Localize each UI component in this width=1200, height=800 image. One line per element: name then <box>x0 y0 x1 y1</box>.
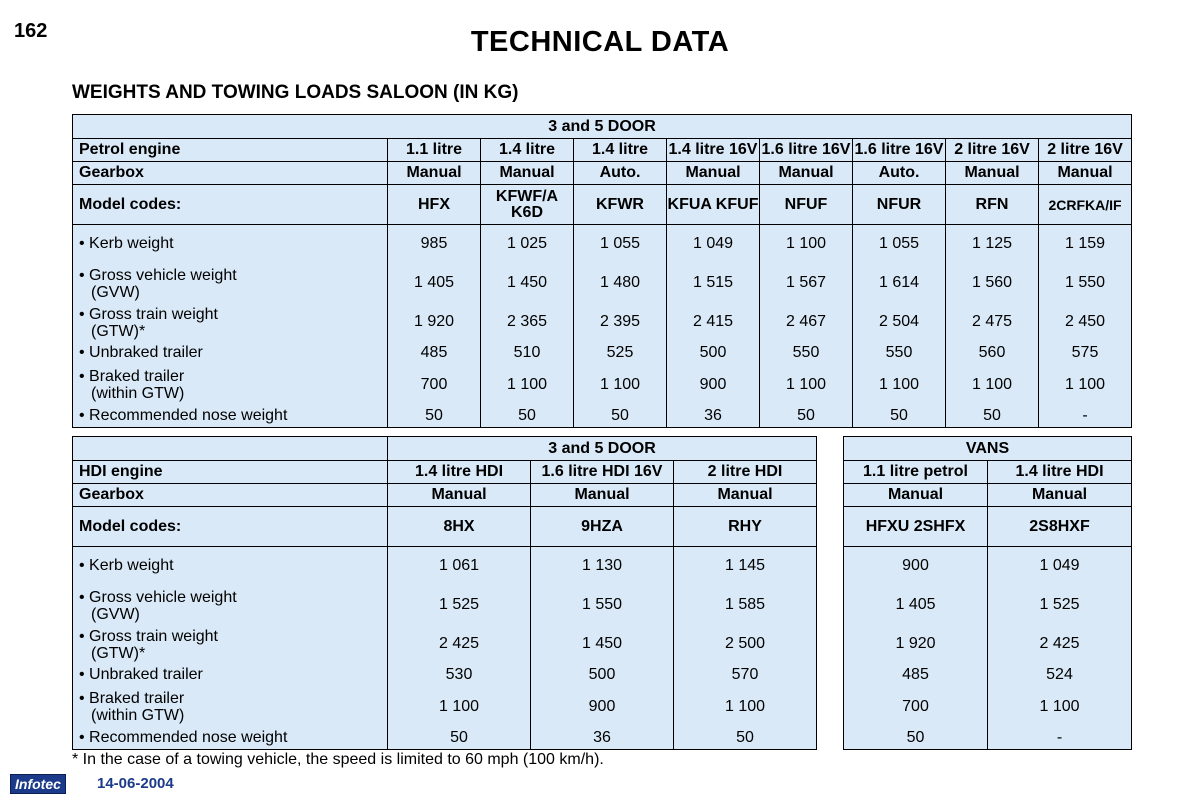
hdi-value-cell: 1 525 <box>388 586 531 625</box>
petrol-row-label-text: • Recommended nose weight <box>79 406 288 424</box>
petrol-value-cell: 1 100 <box>760 225 853 264</box>
petrol-value-cell: 50 <box>853 405 946 428</box>
hdi-row <box>73 625 817 664</box>
petrol-model-code: HFX <box>388 185 481 225</box>
petrol-gearbox-cell: Manual <box>760 162 853 185</box>
hdi-engine-cell: 1.6 litre HDI 16V <box>531 461 674 484</box>
hdi-value-cell: 1 145 <box>674 547 817 586</box>
hdi-row-label-sub: (GTW)* <box>91 644 146 662</box>
petrol-value-cell: 1 550 <box>1039 264 1132 303</box>
vans-value-cell: 485 <box>844 664 988 687</box>
petrol-value-cell: 50 <box>946 405 1039 428</box>
hdi-value-cell: 1 550 <box>531 586 674 625</box>
vans-value-cell: 1 920 <box>844 625 988 664</box>
hdi-row <box>73 586 817 625</box>
petrol-gearbox-cell: Auto. <box>574 162 667 185</box>
petrol-weights-body <box>73 225 1132 428</box>
hdi-row-label <box>73 727 388 750</box>
hdi-row-label-text: • Kerb weight <box>79 557 174 575</box>
vans-value-cell: 50 <box>844 727 988 750</box>
petrol-value-cell: 900 <box>667 365 760 405</box>
hdi-value-cell: 36 <box>531 727 674 750</box>
petrol-group-header: 3 and 5 DOOR <box>73 115 1132 139</box>
hdi-row-label <box>73 625 388 664</box>
petrol-value-cell: 1 515 <box>667 264 760 303</box>
hdi-value-cell: 1 450 <box>531 625 674 664</box>
petrol-row <box>73 342 1132 365</box>
vans-gearbox-cell: Manual <box>844 484 988 507</box>
page-number: 162 <box>14 20 48 42</box>
hdi-row-label <box>73 547 388 586</box>
petrol-row <box>73 365 1132 405</box>
hdi-row-label-text: • Gross train weight <box>79 627 218 645</box>
hdi-value-cell: 570 <box>674 664 817 687</box>
vans-value-cell: 900 <box>844 547 988 586</box>
petrol-value-cell: 2 504 <box>853 303 946 342</box>
petrol-row-label-text: • Braked trailer <box>79 368 185 385</box>
petrol-value-cell: 1 100 <box>574 365 667 405</box>
hdi-value-cell: 500 <box>531 664 674 687</box>
petrol-model-code: KFUA KFUF <box>667 185 760 225</box>
petrol-value-cell: 1 100 <box>481 365 574 405</box>
hdi-weights-body <box>73 547 817 750</box>
petrol-value-cell: 1 100 <box>760 365 853 405</box>
vans-value-cell: 700 <box>844 687 988 727</box>
vans-row <box>844 586 1132 625</box>
petrol-row <box>73 405 1132 428</box>
petrol-row-label <box>73 225 388 264</box>
petrol-row-label-text: • Kerb weight <box>79 235 174 253</box>
hdi-row-label-sub: (within GTW) <box>91 707 185 724</box>
petrol-engine-label: Petrol engine <box>73 139 388 162</box>
hdi-model-code: 9HZA <box>531 507 674 547</box>
hdi-value-cell: 50 <box>388 727 531 750</box>
page-title: TECHNICAL DATA <box>470 26 730 58</box>
vans-engine-cell: 1.4 litre HDI <box>988 461 1132 484</box>
petrol-value-cell: 2 450 <box>1039 303 1132 342</box>
vans-value-cell: 2 425 <box>988 625 1132 664</box>
petrol-value-cell: 1 125 <box>946 225 1039 264</box>
petrol-value-cell: 575 <box>1039 342 1132 365</box>
petrol-value-cell: 2 415 <box>667 303 760 342</box>
petrol-gearbox-cell: Manual <box>667 162 760 185</box>
petrol-engine-cell: 1.4 litre <box>574 139 667 162</box>
petrol-row-label <box>73 405 388 428</box>
petrol-value-cell: 2 467 <box>760 303 853 342</box>
vans-gearbox-cell: Manual <box>988 484 1132 507</box>
hdi-gearbox-cell: Manual <box>531 484 674 507</box>
vans-row <box>844 664 1132 687</box>
petrol-model-code: RFN <box>946 185 1039 225</box>
hdi-row <box>73 727 817 750</box>
vans-weights-body <box>844 547 1132 750</box>
petrol-value-cell: 1 100 <box>853 365 946 405</box>
petrol-value-cell: 1 025 <box>481 225 574 264</box>
petrol-engine-cell: 1.4 litre <box>481 139 574 162</box>
petrol-value-cell: 1 049 <box>667 225 760 264</box>
hdi-gearbox-label: Gearbox <box>73 484 388 507</box>
hdi-value-cell: 900 <box>531 687 674 727</box>
petrol-value-cell: 510 <box>481 342 574 365</box>
hdi-value-cell: 1 130 <box>531 547 674 586</box>
hdi-gearbox-cell: Manual <box>674 484 817 507</box>
hdi-row-label-text: • Recommended nose weight <box>79 728 288 746</box>
petrol-model-code: KFWR <box>574 185 667 225</box>
petrol-value-cell: 560 <box>946 342 1039 365</box>
petrol-value-cell: 50 <box>388 405 481 428</box>
vans-row <box>844 687 1132 727</box>
petrol-engine-cell: 2 litre 16V <box>1039 139 1132 162</box>
petrol-value-cell: 1 055 <box>853 225 946 264</box>
petrol-engine-cell: 1.1 litre <box>388 139 481 162</box>
petrol-value-cell: 1 159 <box>1039 225 1132 264</box>
hdi-engine-label: HDI engine <box>73 461 388 484</box>
petrol-row <box>73 225 1132 264</box>
petrol-row-label-sub: (GVW) <box>91 283 140 301</box>
petrol-model-label: Model codes: <box>73 185 388 225</box>
petrol-row-label <box>73 303 388 342</box>
hdi-row-label-text: • Braked trailer <box>79 690 185 707</box>
vans-row <box>844 625 1132 664</box>
hdi-value-cell: 1 585 <box>674 586 817 625</box>
petrol-value-cell: 2 365 <box>481 303 574 342</box>
petrol-engine-cell: 1.6 litre 16V <box>760 139 853 162</box>
hdi-engine-cell: 2 litre HDI <box>674 461 817 484</box>
petrol-value-cell: 1 920 <box>388 303 481 342</box>
petrol-row <box>73 303 1132 342</box>
footnote: * In the case of a towing vehicle, the speed is limited to 60 mph (100 km/h). <box>72 751 604 768</box>
petrol-value-cell: 2 395 <box>574 303 667 342</box>
hdi-row-label <box>73 586 388 625</box>
petrol-value-cell: 1 480 <box>574 264 667 303</box>
hdi-engine-cell: 1.4 litre HDI <box>388 461 531 484</box>
hdi-row-label-text: • Gross vehicle weight <box>79 588 237 606</box>
hdi-row-label-sub: (GVW) <box>91 605 140 623</box>
petrol-value-cell: 525 <box>574 342 667 365</box>
petrol-engine-cell: 2 litre 16V <box>946 139 1039 162</box>
petrol-row-label-text: • Gross vehicle weight <box>79 266 237 284</box>
petrol-row-label-sub: (within GTW) <box>91 385 185 402</box>
petrol-weights-table <box>72 114 1132 428</box>
petrol-gearbox-cell: Auto. <box>853 162 946 185</box>
vans-value-cell: 1 100 <box>988 687 1132 727</box>
hdi-model-code: 8HX <box>388 507 531 547</box>
hdi-blank-header <box>73 437 388 461</box>
petrol-value-cell: 50 <box>760 405 853 428</box>
hdi-row <box>73 687 817 727</box>
vans-value-cell: 1 525 <box>988 586 1132 625</box>
hdi-row <box>73 547 817 586</box>
vans-value-cell: 1 405 <box>844 586 988 625</box>
hdi-value-cell: 1 061 <box>388 547 531 586</box>
hdi-value-cell: 1 100 <box>674 687 817 727</box>
publisher-logo: Infotec <box>10 774 66 794</box>
petrol-value-cell: 1 100 <box>1039 365 1132 405</box>
petrol-value-cell: 1 567 <box>760 264 853 303</box>
petrol-value-cell: 1 405 <box>388 264 481 303</box>
hdi-row-label <box>73 664 388 687</box>
petrol-engine-cell: 1.6 litre 16V <box>853 139 946 162</box>
petrol-value-cell: 550 <box>760 342 853 365</box>
petrol-engine-cell: 1.4 litre 16V <box>667 139 760 162</box>
petrol-gearbox-cell: Manual <box>1039 162 1132 185</box>
petrol-gearbox-cell: Manual <box>481 162 574 185</box>
vans-value-cell: - <box>988 727 1132 750</box>
petrol-model-code: NFUF <box>760 185 853 225</box>
petrol-gearbox-cell: Manual <box>388 162 481 185</box>
petrol-value-cell: - <box>1039 405 1132 428</box>
petrol-row-label <box>73 264 388 303</box>
vans-engine-cell: 1.1 litre petrol <box>844 461 988 484</box>
petrol-value-cell: 1 450 <box>481 264 574 303</box>
print-date: 14-06-2004 <box>97 775 174 792</box>
petrol-value-cell: 36 <box>667 405 760 428</box>
petrol-value-cell: 1 055 <box>574 225 667 264</box>
hdi-gearbox-cell: Manual <box>388 484 531 507</box>
hdi-value-cell: 2 425 <box>388 625 531 664</box>
petrol-gearbox-label: Gearbox <box>73 162 388 185</box>
petrol-value-cell: 1 560 <box>946 264 1039 303</box>
petrol-value-cell: 550 <box>853 342 946 365</box>
vans-value-cell: 1 049 <box>988 547 1132 586</box>
petrol-row-label-sub: (GTW)* <box>91 322 146 340</box>
hdi-group-header: 3 and 5 DOOR <box>388 437 817 461</box>
petrol-gearbox-cell: Manual <box>946 162 1039 185</box>
petrol-row-label <box>73 342 388 365</box>
petrol-model-code: 2CRFKA/IF <box>1039 185 1132 225</box>
hdi-value-cell: 530 <box>388 664 531 687</box>
petrol-value-cell: 50 <box>574 405 667 428</box>
petrol-row <box>73 264 1132 303</box>
petrol-value-cell: 1 100 <box>946 365 1039 405</box>
vans-weights-table <box>843 436 1132 750</box>
petrol-value-cell: 500 <box>667 342 760 365</box>
petrol-row-label-text: • Unbraked trailer <box>79 344 203 361</box>
hdi-value-cell: 1 100 <box>388 687 531 727</box>
vans-value-cell: 524 <box>988 664 1132 687</box>
petrol-value-cell: 485 <box>388 342 481 365</box>
petrol-model-code: KFWF/A K6D <box>481 185 574 225</box>
petrol-value-cell: 50 <box>481 405 574 428</box>
hdi-value-cell: 50 <box>674 727 817 750</box>
vans-model-code: HFXU 2SHFX <box>844 507 988 547</box>
petrol-value-cell: 700 <box>388 365 481 405</box>
hdi-row-label-text: • Unbraked trailer <box>79 666 203 683</box>
section-title: WEIGHTS AND TOWING LOADS SALOON (IN KG) <box>72 82 519 103</box>
petrol-row-label-text: • Gross train weight <box>79 305 218 323</box>
hdi-row <box>73 664 817 687</box>
petrol-value-cell: 985 <box>388 225 481 264</box>
hdi-model-label: Model codes: <box>73 507 388 547</box>
vans-model-code: 2S8HXF <box>988 507 1132 547</box>
hdi-row-label <box>73 687 388 727</box>
hdi-model-code: RHY <box>674 507 817 547</box>
petrol-model-code: NFUR <box>853 185 946 225</box>
petrol-value-cell: 1 614 <box>853 264 946 303</box>
hdi-value-cell: 2 500 <box>674 625 817 664</box>
petrol-row-label <box>73 365 388 405</box>
vans-group-header: VANS <box>844 437 1132 461</box>
hdi-weights-table <box>72 436 817 750</box>
vans-row <box>844 727 1132 750</box>
petrol-value-cell: 2 475 <box>946 303 1039 342</box>
vans-row <box>844 547 1132 586</box>
